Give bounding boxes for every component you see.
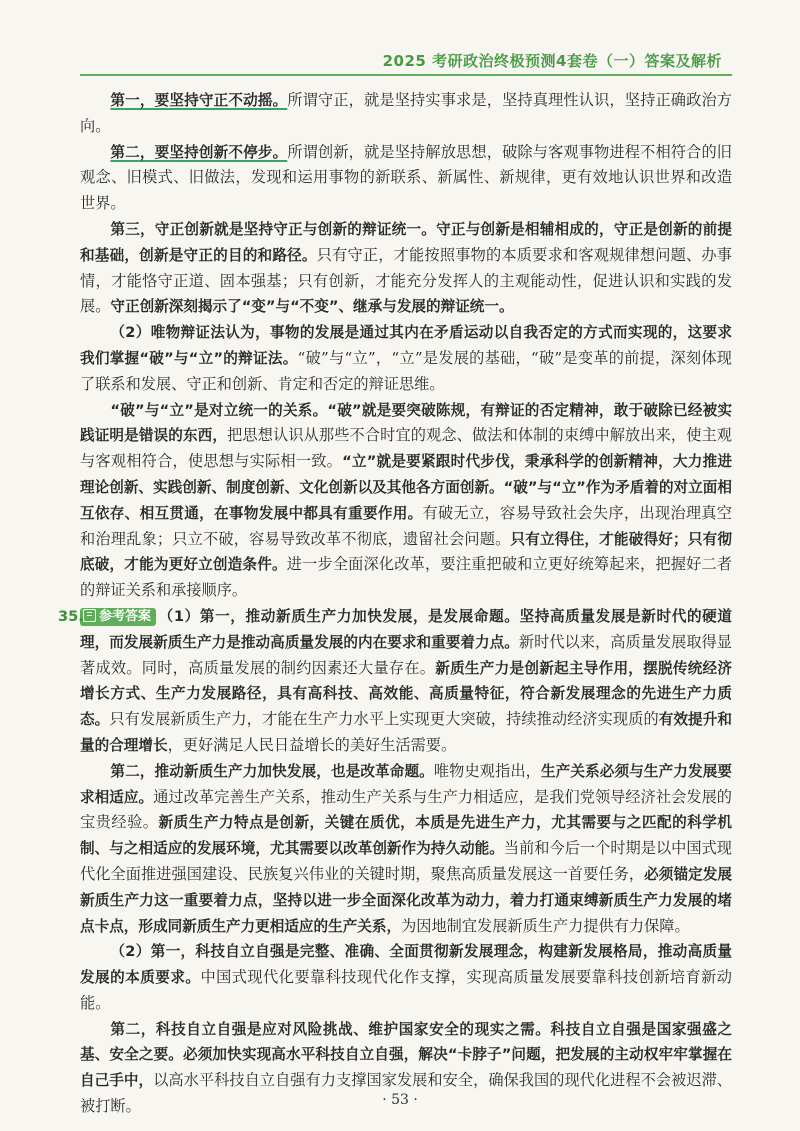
header-rule xyxy=(80,74,732,76)
pencil-note-icon xyxy=(83,609,96,622)
p9-heading: 第二，科技自立自强是应对风险挑战、维护国家安全的现实之需。科技自立自强是国家强盛之基、安全之要。必须加快实现高水平科技自立自强，解决“卡脖子”问题，把发展的主动权牢牢掌握在自己手中， xyxy=(80,1020,732,1090)
answer-badge xyxy=(80,608,156,626)
p3-body: 只有守正，才能按照事物的本质要求和客观规律想问题、办事情，才能恪守正道、固本强基；只有创新，才能充分发挥人的主观能动性，促进认识和实践的发展。 xyxy=(80,245,732,316)
p5-part-4: 有破无立，容易导致社会失序，出现治理真空和治理乱象；只立不破，容易导致改革不彻底，遗留社会问题。 xyxy=(80,503,732,548)
p8-heading: （2）第一，科技自立自强是完整、准确、全面贯彻新发展理念，构建新发展格局，推动高质量发展的本质要求。 xyxy=(80,943,732,987)
p6-heading: （1）第一，推动新质生产力加快发展，是发展命题。坚持高质量发展是新时代的硬道理，而发展新质生产力是推动高质量发展的内在要求和重要着力点。 xyxy=(80,607,732,651)
p6-body-2: 新质生产力是创新起主导作用，摆脱传统经济增长方式、生产力发展路径，具有高科技、高效能、高质量特征，符合新发展理念的先进生产力质态。 xyxy=(80,659,732,729)
p5-part-3: “立”就是要紧跟时代步伐，秉承科学的创新精神，大力推进理论创新、实践创新、制度创新、文化创新以及其他各方面创新。“破”与“立”作为矛盾着的对立面相互依存、相互贯通，在事物发展中都具有重要作用。 xyxy=(80,453,733,522)
p2-heading: 第二，要坚持创新不停步。 xyxy=(110,143,288,161)
p4-body: “破”与“立”，“立”是发展的基础，“破”是变革的前提，深刻体现了联系和发展、守正和创新、肯定和否定的辩证思维。 xyxy=(80,348,732,393)
p7-part-5: 新质生产力特点是创新，关键在质优，本质是先进生产力，尤其需要与之匹配的科学机制、与之相适应的发展环境，尤其需要以改革创新作为持久动能。 xyxy=(80,814,732,858)
answer-35-paragraph-1 xyxy=(58,604,732,759)
paragraph-2 xyxy=(80,140,732,217)
p3-heading: 第三，守正创新就是坚持守正与创新的辩证统一。守正与创新是相辅相成的，守正是创新的前提和基础，创新是守正的目的和路径。 xyxy=(80,220,732,264)
p5-part-1: “破”与“立”是对立统一的关系。“破”就是要突破陈规，有辩证的否定精神，敢于破除已经被实践证明是错误的东西， xyxy=(80,401,732,445)
answer-badge-label: 参考答案 xyxy=(99,608,152,624)
header-title: 2025 考研政治终极预测4套卷（一）答案及解析 xyxy=(382,52,722,70)
paragraph-4 xyxy=(80,320,732,397)
p7-part-3: 生产关系必须与生产力发展要求相适应。 xyxy=(80,762,732,806)
p7-part-2: 唯物史观指出， xyxy=(433,761,541,780)
p6-body-5: ，更好满足人民日益增长的美好生活需要。 xyxy=(167,735,457,754)
p3-conclusion: 守正创新深刻揭示了“变”与“不变”、继承与发展的辩证统一。 xyxy=(110,298,514,316)
p1-heading: 第一，要坚持守正不动摇。 xyxy=(110,92,288,109)
p7-part-4: 通过改革完善生产关系，推动生产关系与生产力相适应，是我们党领导经济社会发展的宝贵经验。 xyxy=(80,787,732,832)
paragraph-8 xyxy=(80,939,732,1016)
page-content xyxy=(58,88,733,1120)
paragraph-1 xyxy=(80,88,732,140)
p1-body: 所谓守正，就是坚持实事求是，坚持真理性认识，坚持正确政治方向。 xyxy=(80,91,732,135)
p7-part-8: 为因地制宜发展新质生产力提供有力保障。 xyxy=(401,916,690,935)
page-number: · 53 · xyxy=(382,1092,418,1108)
p4-heading: （2）唯物辩证法认为，事物的发展是通过其内在矛盾运动以自我否定的方式而实现的，这要求我们掌握“破”与“立”的辩证法。 xyxy=(80,324,732,367)
p9-body: 以高水平科技自立自强有力支撑国家发展和安全，确保我国的现代化进程不会被迟滞、被打断。 xyxy=(80,1071,732,1116)
p8-body: 中国式现代化要靠科技现代化作支撑，实现高质量发展要靠科技创新培育新动能。 xyxy=(80,968,732,1012)
paragraph-3 xyxy=(80,217,732,320)
p2-body: 所谓创新，就是坚持解放思想，破除与客观事物进程不相符合的旧观念、旧模式、旧做法，发现和运用事物的新联系、新属性、新规律，更有效地认识世界和改造世界。 xyxy=(80,142,732,213)
p5-part-2: 把思想认识从那些不合时宜的观念、做法和体制的束缚中解放出来，使主观与客观相符合，使思想与实际相一致。 xyxy=(80,426,732,471)
p7-part-7: 必须锚定发展新质生产力这一重要着力点，坚持以进一步全面深化改革为动力，着力打通束缚新质生产力发展的堵点卡点，形成同新质生产力更相适应的生产关系， xyxy=(80,865,732,935)
p6-body-4: 有效提升和量的合理增长 xyxy=(80,711,732,754)
p5-part-5: 只有立得住，才能破得好；只有彻底破，才能为更好立创造条件。 xyxy=(80,530,732,574)
p7-part-6: 当前和今后一个时期是以中国式现代化全面推进强国建设、民族复兴伟业的关键时期，聚焦高质量发展这一首要任务， xyxy=(80,839,732,883)
paragraph-7 xyxy=(80,759,732,940)
paragraph-5 xyxy=(80,398,732,604)
question-number: 35. xyxy=(58,607,84,625)
page-header xyxy=(0,0,800,70)
p6-body-3: 只有发展新质生产力，才能在生产力水平上实现更大突破，持续推动经济实现质的 xyxy=(109,710,659,729)
p6-body-1: 新时代以来，高质量发展取得显著成效。同时，高质量发展的制约因素还大量存在。 xyxy=(80,632,732,677)
p5-part-6: 进一步全面深化改革，要注重把破和立更好统筹起来，把握好二者的辩证关系和承接顺序。 xyxy=(80,555,732,600)
p7-heading: 第二，推动新质生产力加快发展，也是改革命题。 xyxy=(110,762,434,780)
